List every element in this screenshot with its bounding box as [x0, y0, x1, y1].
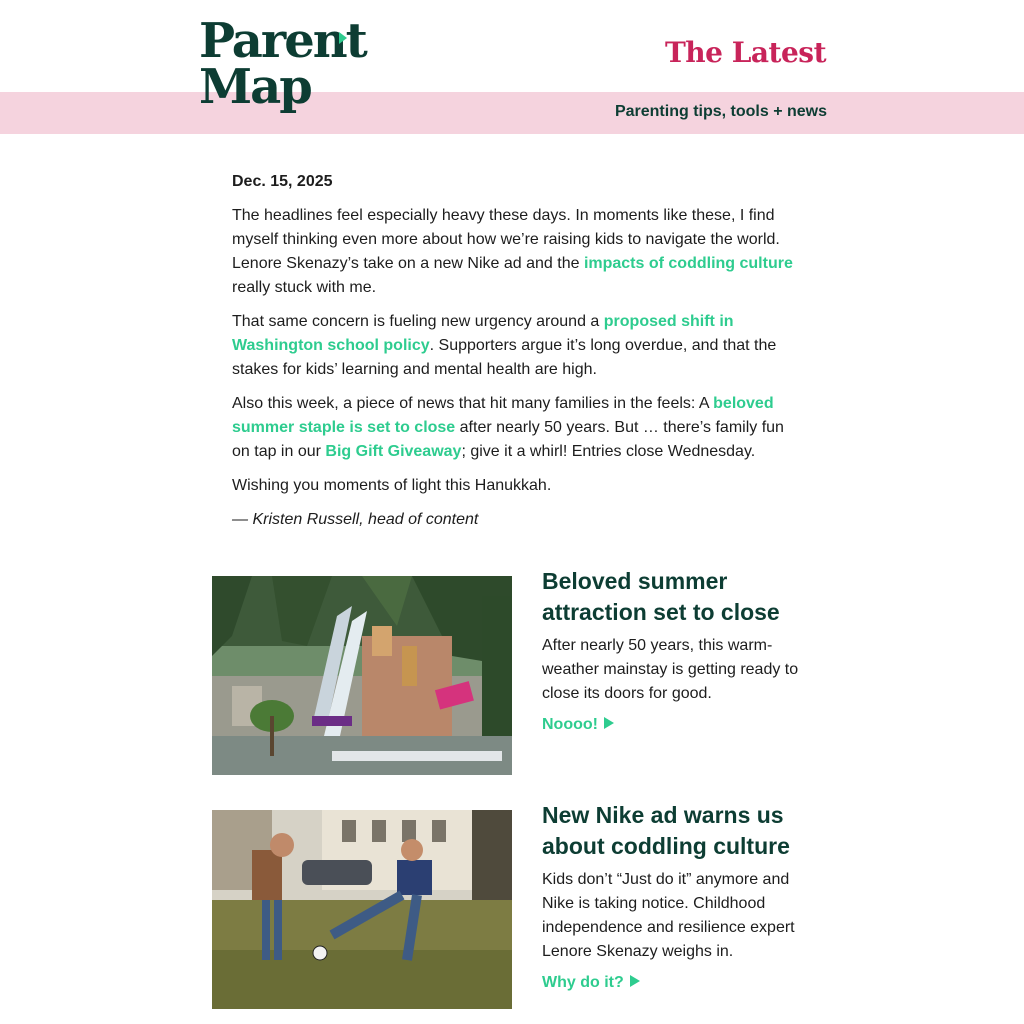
summer-staple-link[interactable]: beloved summer staple is set to close	[232, 395, 774, 436]
intro-paragraph-2: That same concern is fueling new urgency around a proposed shift in Washington school policy. Supporters argue it’s long overdue, and that the stakes for kids’ learning and mental health are high.	[232, 313, 777, 378]
header-band	[0, 92, 1024, 134]
noooo-link[interactable]	[542, 716, 614, 734]
article-text	[542, 566, 812, 734]
logo-play-icon	[339, 32, 347, 44]
article-description: After nearly 50 years, this warm-weather mainstay is getting ready to close its doors for good.	[542, 637, 799, 702]
article-title[interactable]: New Nike ad warns us about coddling culture	[542, 802, 790, 859]
coddling-culture-link[interactable]: impacts of coddling culture	[583, 255, 793, 272]
intro-letter	[232, 170, 794, 542]
cta-label: Noooo!	[542, 716, 598, 733]
logo-word-parent: Parent	[199, 13, 366, 69]
section-title: The Latest	[664, 36, 826, 69]
article-title[interactable]: Beloved summer attraction set to close	[542, 568, 780, 625]
signature: — Kristen Russell, head of content	[232, 511, 479, 528]
intro-paragraph-3: Also this week, a piece of news that hit many families in the feels: A beloved summer staple is set to close after nearly 50 years. But … there’s family fun on tap in our Big Gift Giveaway; give it a whirl! Entries close Wednesday.	[232, 395, 784, 460]
waterpark-photo[interactable]	[212, 576, 512, 775]
kids-playing-image	[212, 810, 512, 1009]
why-do-it-link[interactable]	[542, 974, 640, 992]
cta-label: Why do it?	[542, 974, 624, 991]
intro-paragraph-4: Wishing you moments of light this Hanukkah.	[232, 477, 552, 494]
logo-word-map: Map	[199, 59, 311, 115]
play-arrow-icon	[630, 975, 640, 987]
parentmap-logo[interactable]	[199, 13, 366, 115]
play-arrow-icon	[604, 717, 614, 729]
waterpark-image	[212, 576, 512, 775]
intro-paragraph-1: The headlines feel especially heavy these days. In moments like these, I find myself thinking even more about how we’re raising kids to navigate the world. Lenore Skenazy’s take on a new Nike ad and the impacts of coddling culture really stuck with me.	[232, 207, 793, 296]
kids-soccer-photo[interactable]	[212, 810, 512, 1009]
article-text	[542, 800, 812, 992]
newsletter-header	[0, 0, 1024, 134]
tagline: Parenting tips, tools + news	[614, 103, 827, 120]
article-description: Kids don’t “Just do it” anymore and Nike is taking notice. Childhood independence and resilience expert Lenore Skenazy weighs in.	[542, 871, 795, 960]
gift-giveaway-link[interactable]: Big Gift Giveaway	[325, 443, 462, 460]
issue-date: Dec. 15, 2025	[232, 173, 333, 190]
school-policy-link[interactable]: proposed shift in Washington school policy	[232, 313, 734, 354]
